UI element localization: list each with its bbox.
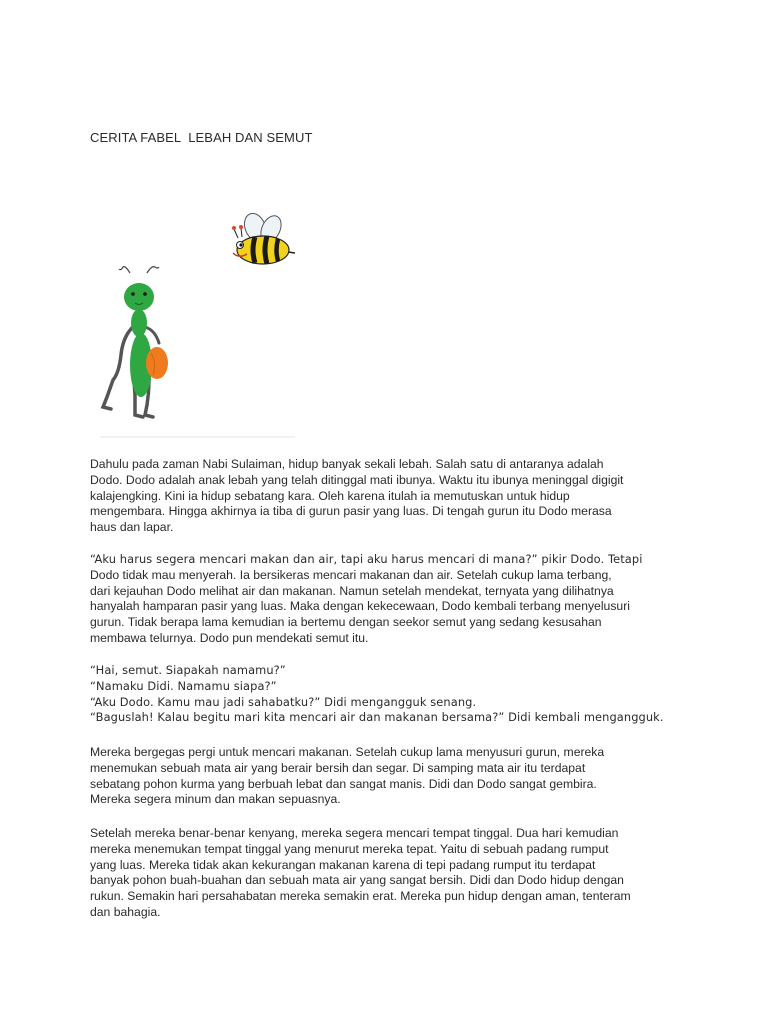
paragraph-5: [90, 826, 690, 921]
text-line: dari kejauhan Dodo melihat air dan makanan. Namun setelah mendekat, ternyata yang dilihatnya: [90, 583, 614, 598]
dialogue-line: “Baguslah! Kalau begitu mari kita mencari air dan makanan bersama?” Didi kembali mengangguk.: [90, 710, 664, 725]
dialogue-line: “Aku Dodo. Kamu mau jadi sahabatku?” Didi mengangguk senang.: [90, 694, 477, 709]
text-line: Setelah mereka benar-benar kenyang, mereka segera mencari tempat tinggal. Dua hari kemudian: [90, 826, 619, 840]
text-line: Dodo. Dodo adalah anak lebah yang telah ditinggal mati ibunya. Waktu itu ibunya meninggal digigit: [90, 472, 624, 487]
bee-and-ant-illustration: [95, 205, 305, 445]
paragraph-4: [90, 745, 690, 808]
text-line: yang luas. Mereka tidak akan kekurangan makanan karena di tepi padang rumput itu terdapat: [90, 857, 596, 872]
text-line: Mereka bergegas pergi untuk mencari makanan. Setelah cukup lama menyusuri gurun, mereka: [90, 745, 605, 759]
ant-icon: [103, 267, 168, 417]
dialogue-line: “Namaku Didi. Namamu siapa?”: [90, 678, 277, 693]
text-line: Dahulu pada zaman Nabi Sulaiman, hidup banyak sekali lebah. Salah satu di antaranya adalah: [90, 457, 604, 471]
text-line: haus dan lapar.: [90, 520, 174, 535]
bee-icon: [232, 210, 295, 264]
text-line: menemukan sebuah mata air yang berair bersih dan segar. Di samping mata air itu terdapat: [90, 760, 586, 775]
text-line: mengembara. Hingga akhirnya ia tiba di gurun pasir yang luas. Di tengah gurun itu Dodo merasa: [90, 504, 612, 519]
page-title: CERITA FABEL LEBAH DAN SEMUT: [90, 130, 313, 145]
paragraph-1: [90, 457, 690, 536]
dialogue-block: [90, 663, 690, 726]
text-line: mereka menemukan tempat tinggal yang menurut mereka tepat. Yaitu di sebuah padang rumput: [90, 841, 609, 856]
text-line: “Aku harus segera mencari makan dan air, tapi aku harus mencari di mana?” pikir Dodo. Tetapi: [90, 552, 643, 566]
text-line: Mereka segera minum dan makan sepuasnya.: [90, 792, 341, 807]
paragraph-2: [90, 552, 690, 647]
text-line: Dodo tidak mau menyerah. Ia bersikeras mencari makanan dan air. Setelah cukup lama terbang,: [90, 567, 612, 582]
text-line: sebatang pohon kurma yang berbuah lebat dan sangat manis. Didi dan Dodo sangat gembira.: [90, 776, 597, 791]
text-line: rukun. Semakin hari persahabatan mereka semakin erat. Mereka pun hidup dengan aman, tenteram: [90, 889, 631, 904]
text-line: dan bahagia.: [90, 904, 161, 919]
text-line: hanyalah hamparan pasir yang luas. Maka dengan kekecewaan, Dodo kembali terbang menyelusuri: [90, 599, 630, 614]
text-line: gurun. Tidak berapa lama kemudian ia bertemu dengan seekor semut yang sedang kesusahan: [90, 615, 602, 630]
text-line: membawa telurnya. Dodo pun mendekati semut itu.: [90, 630, 369, 645]
dialogue-line: “Hai, semut. Siapakah namamu?”: [90, 663, 286, 677]
text-line: banyak pohon buah-buahan dan sebuah mata air yang sangat bersih. Didi dan Dodo hidup dengan: [90, 873, 624, 888]
text-line: kalajengking. Kini ia hidup sebatang kara. Oleh karena itulah ia memutuskan untuk hidup: [90, 488, 570, 503]
